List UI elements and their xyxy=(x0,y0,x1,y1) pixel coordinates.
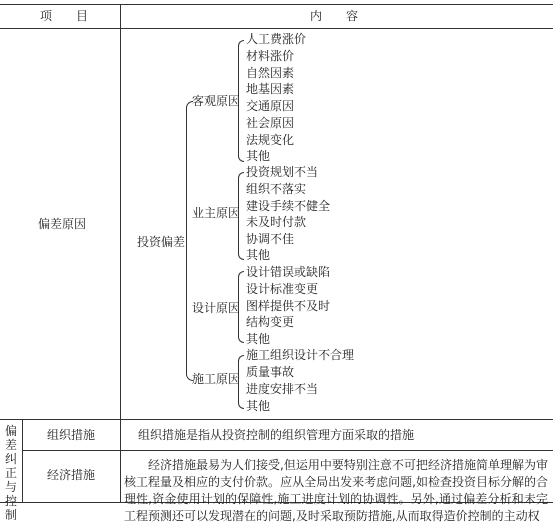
objective-item: 社会原因 xyxy=(246,116,295,130)
table-top-border xyxy=(0,4,553,5)
measure-organization-label: 组织措施 xyxy=(47,428,96,442)
construction-item: 质量事故 xyxy=(246,365,295,379)
group-owner: 业主原因 xyxy=(192,206,241,220)
design-bracket xyxy=(238,271,244,343)
deviation-section-bottom-border xyxy=(0,419,553,420)
control-section-label: 偏差纠正与控制 xyxy=(4,424,17,522)
objective-item: 交通原因 xyxy=(246,99,295,113)
measure-organization-text: 组织措施是指从投资控制的组织管理方面采取的措施 xyxy=(138,428,415,442)
control-row-divider xyxy=(22,450,553,451)
deviation-reason-label: 偏差原因 xyxy=(38,217,87,231)
design-item: 设计错误或缺陷 xyxy=(246,265,331,279)
objective-bracket xyxy=(238,40,244,162)
owner-item: 组织不落实 xyxy=(246,182,307,196)
owner-bracket xyxy=(238,172,244,260)
construction-item: 其他 xyxy=(246,399,271,413)
design-item: 设计标准变更 xyxy=(246,282,319,296)
main-bracket xyxy=(186,101,193,381)
tree-root: 投资偏差 xyxy=(137,235,186,249)
objective-item: 自然因素 xyxy=(246,66,295,80)
measure-economic-label: 经济措施 xyxy=(47,468,96,482)
objective-item: 法规变化 xyxy=(246,133,295,147)
design-item: 图样提供不及时 xyxy=(246,299,331,313)
objective-item: 地基因素 xyxy=(246,82,295,96)
control-label-divider xyxy=(22,419,23,502)
header-item: 项 目 xyxy=(40,9,89,23)
construction-bracket xyxy=(238,355,244,409)
owner-item: 建设手续不健全 xyxy=(246,199,331,213)
header-content: 内 容 xyxy=(310,9,359,23)
objective-item: 材料涨价 xyxy=(246,49,295,63)
owner-item: 未及时付款 xyxy=(246,215,307,229)
objective-item: 人工费涨价 xyxy=(246,32,307,46)
group-objective: 客观原因 xyxy=(192,94,241,108)
design-item: 其他 xyxy=(246,332,271,346)
construction-item: 进度安排不当 xyxy=(246,382,319,396)
group-design: 设计原因 xyxy=(192,301,241,315)
construction-item: 施工组织设计不合理 xyxy=(246,348,355,362)
header-bottom-border xyxy=(0,28,553,29)
column-divider xyxy=(120,4,121,502)
owner-item: 投资规划不当 xyxy=(246,165,319,179)
design-item: 结构变更 xyxy=(246,315,295,329)
owner-item: 其他 xyxy=(246,248,271,262)
measure-economic-text: 经济措施最易为人们接受,但运用中要特别注意不可把经济措施简单理解为审核工程量及相应的支付价款。应从全局出发来考虑问题,如检查投资目标分解的合理性,资金使用计划的保障性,施工进度计划的协调性。另外,通过偏差分析和未完工程预测还可以发现潜在的问题,及时采取预防措施,从而取得造价控制的主动权 xyxy=(124,458,548,523)
owner-item: 协调不佳 xyxy=(246,232,295,246)
group-construction: 施工原因 xyxy=(192,372,241,386)
objective-item: 其他 xyxy=(246,149,271,163)
